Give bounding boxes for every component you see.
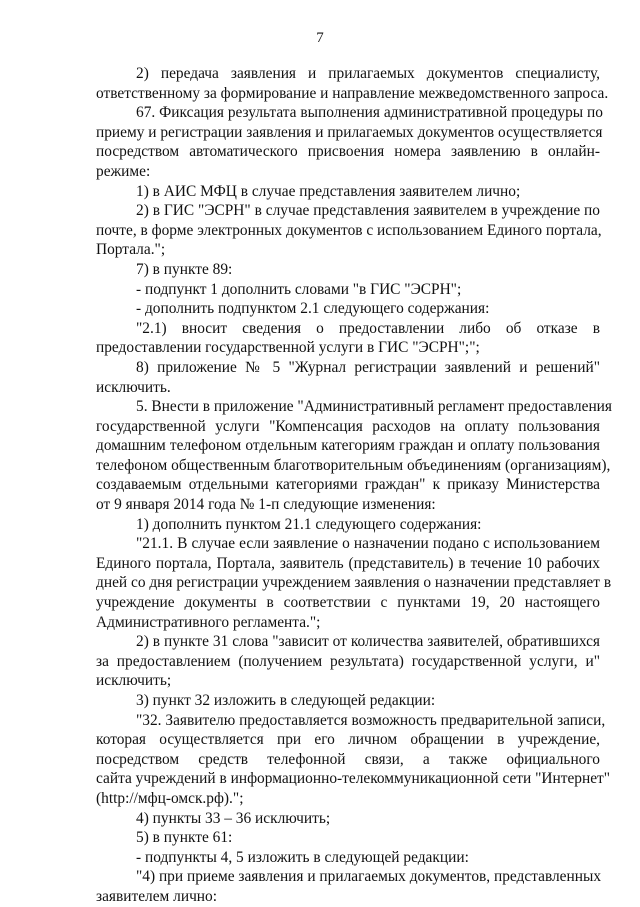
text-line: сайта учреждений в информационно-телекоммуникационной сети "Интернет" [96, 770, 611, 788]
text-line: 2) в ГИС "ЭСРН" в случае представления заявителем в учреждение по [136, 202, 600, 220]
text-line: 1) в АИС МФЦ в случае представления заявителем лично; [136, 182, 521, 200]
text-line: 8) приложение № 5 "Журнал регистрации заявлений и решений" [136, 358, 600, 376]
text-line: посредством средств телефонной связи, а также официального [96, 750, 600, 768]
text-line: домашним телефоном отдельным категориям граждан и оплату пользования [96, 437, 600, 455]
text-line: "2.1) вносит сведения о предоставлении либо об отказе в [136, 319, 600, 337]
text-line: 5) в пункте 61: [136, 829, 233, 847]
text-line: - подпункт 1 дополнить словами "в ГИС "ЭСРН"; [136, 280, 462, 298]
text-line: 1) дополнить пунктом 21.1 следующего содержания: [136, 515, 482, 533]
text-line: 67. Фиксация результата выполнения административной процедуры по [136, 104, 603, 122]
text-line: 5. Внести в приложение "Административный регламент предоставления [136, 398, 612, 416]
text-line: приему и регистрации заявления и прилагаемых документов осуществляется [96, 123, 603, 141]
text-line: - подпункты 4, 5 изложить в следующей редакции: [136, 848, 469, 866]
text-line: 3) пункт 32 изложить в следующей редакции: [136, 692, 436, 709]
text-line: за предоставлением (получением результата) государственной услуги, и" [96, 652, 600, 670]
text-line: 4) пункты 33 – 36 исключить; [136, 809, 331, 827]
text-line: 2) в пункте 31 слова "зависит от количества заявителей, обратившихся [136, 633, 600, 651]
document-body [96, 64, 612, 907]
text-line: 2) передача заявления и прилагаемых документов специалисту, [136, 65, 600, 82]
text-line: "4) при приеме заявления и прилагаемых документов, представленных [136, 868, 602, 886]
text-line: которая осуществляется при его личном обращении в учреждение, [96, 731, 600, 749]
text-line: заявителем лично: [96, 887, 218, 905]
text-line: 7) в пункте 89: [136, 260, 233, 278]
text-line: режиме: [96, 162, 151, 180]
text-line: почте, в форме электронных документов с использованием Единого портала, [96, 221, 602, 239]
text-line: создаваемым отдельными категориями граждан" к приказу Министерства [96, 476, 600, 494]
page-number: 7 [316, 30, 324, 46]
text-line: ответственному за формирование и направление межведомственного запроса. [96, 84, 609, 102]
text-line: учреждение документы в соответствии с пунктами 19, 20 настоящего [96, 594, 600, 612]
text-line: Административного регламента."; [96, 613, 321, 631]
text-line: телефоном общественным благотворительным объединениям (организациям), [96, 456, 611, 474]
text-line: от 9 января 2014 года № 1-п следующие изменения: [96, 496, 436, 514]
text-line: Единого портала, Портала, заявитель (представитель) в течение 10 рабочих [96, 554, 600, 572]
text-line: исключить; [96, 672, 172, 690]
text-line: "32. Заявителю предоставляется возможность предварительной записи, [136, 711, 606, 729]
text-line: "21.1. В случае если заявление о назначении подано с использованием [136, 535, 600, 553]
text-line: исключить. [96, 378, 171, 396]
text-line: государственной услуги "Компенсация расходов на оплату пользования [96, 417, 600, 435]
text-line: - дополнить подпунктом 2.1 следующего содержания: [136, 300, 490, 318]
text-line: Портала."; [96, 241, 166, 259]
text-line: дней со дня регистрации учреждением заявления о назначении представляет в [96, 574, 612, 592]
text-line: посредством автоматического присвоения номера заявлению в онлайн- [96, 143, 600, 161]
text-line: предоставлении государственной услуги в ГИС "ЭСРН";"; [96, 339, 480, 357]
text-line: (http://мфц-омск.рф)."; [96, 789, 244, 807]
